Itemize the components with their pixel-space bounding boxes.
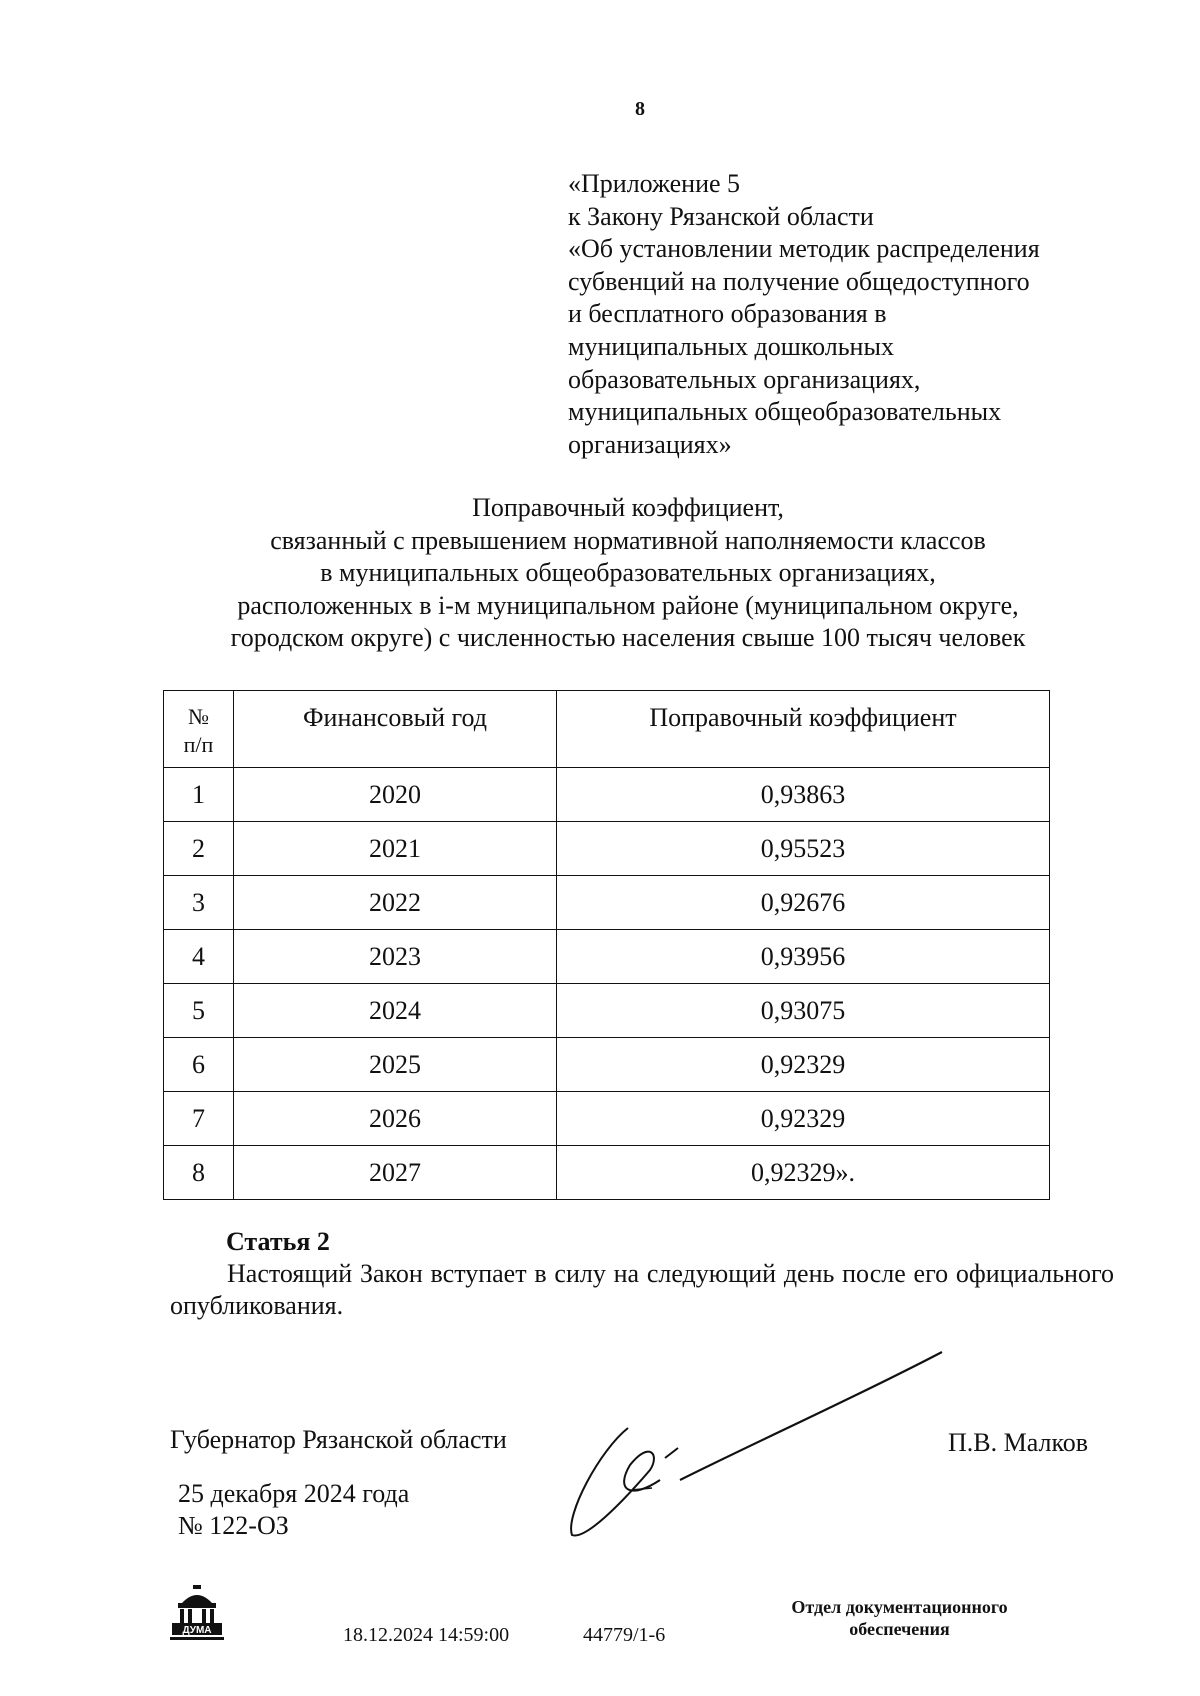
appendix-line: и бесплатного образования в (568, 299, 887, 329)
cell-coef: 0,95523 (557, 822, 1050, 876)
law-date: 25 декабря 2024 года (178, 1479, 410, 1508)
seal-text: ДУМА (182, 1625, 212, 1636)
table-row (164, 822, 1050, 876)
cell-year: 2023 (234, 930, 557, 984)
title-line: в муниципальных общеобразовательных организациях, (320, 558, 936, 587)
table-header-row (164, 691, 1050, 768)
table-row (164, 1146, 1050, 1200)
cell-year: 2024 (234, 984, 557, 1038)
table-row (164, 984, 1050, 1038)
article-title: Статья 2 (226, 1227, 330, 1256)
law-number: № 122-ОЗ (178, 1511, 289, 1540)
table-row (164, 1092, 1050, 1146)
cell-coef: 0,93956 (557, 930, 1050, 984)
cell-num: 5 (164, 984, 234, 1038)
appendix-header (568, 168, 1128, 461)
title-line: расположенных в i-м муниципальном районе (муниципальном округе, (237, 590, 1019, 620)
department-line: Отдел документационного (791, 1597, 1008, 1617)
department-line: обеспечения (849, 1619, 950, 1639)
cell-coef: 0,93863 (557, 768, 1050, 822)
header-num (164, 691, 234, 768)
cell-coef: 0,92329 (557, 1038, 1050, 1092)
appendix-line: «Приложение 5 (568, 169, 741, 198)
appendix-line: «Об установлении методик распределения (568, 234, 1040, 264)
department-stamp (757, 1596, 1042, 1640)
header-coef: Поправочный коэффициент (557, 691, 1050, 768)
cell-year: 2020 (234, 768, 557, 822)
appendix-line: муниципальных дошкольных (568, 331, 894, 361)
article-text: Настоящий Закон вступает в силу на следующий день после его официального опубликования. (170, 1259, 1114, 1320)
cell-num: 2 (164, 822, 234, 876)
title-line: Поправочный коэффициент, (472, 493, 784, 522)
table-row (164, 768, 1050, 822)
appendix-line: к Закону Рязанской области (568, 201, 874, 231)
title-line: связанный с превышением нормативной наполняемости классов (270, 525, 986, 555)
appendix-line: образовательных организациях, (568, 364, 921, 394)
cell-num: 4 (164, 930, 234, 984)
title-line: городском округе) с численностью населения свыше 100 тысяч человек (230, 623, 1026, 652)
cell-num: 1 (164, 768, 234, 822)
header-num-line2: п/п (183, 732, 214, 757)
table-row (164, 930, 1050, 984)
cell-year: 2027 (234, 1146, 557, 1200)
appendix-line: организациях» (568, 429, 732, 459)
registration-number: 44779/1-6 (583, 1624, 666, 1646)
cell-year: 2025 (234, 1038, 557, 1092)
cell-num: 8 (164, 1146, 234, 1200)
duma-seal-icon (168, 1583, 226, 1643)
cell-coef: 0,92329». (557, 1146, 1050, 1200)
governor-name: П.В. Малков (948, 1428, 1089, 1457)
table-row (164, 1038, 1050, 1092)
cell-year: 2026 (234, 1092, 557, 1146)
cell-year: 2021 (234, 822, 557, 876)
handwritten-signature (560, 1340, 950, 1560)
cell-num: 6 (164, 1038, 234, 1092)
cell-num: 7 (164, 1092, 234, 1146)
header-num-line1: № (188, 704, 209, 729)
governor-position: Губернатор Рязанской области (170, 1425, 507, 1454)
page-number: 8 (635, 98, 645, 120)
coefficient-table (163, 690, 1050, 1200)
header-year: Финансовый год (234, 691, 557, 768)
cell-coef: 0,92329 (557, 1092, 1050, 1146)
appendix-line: субвенций на получение общедоступного (568, 266, 1030, 296)
cell-num: 3 (164, 876, 234, 930)
table-row (164, 876, 1050, 930)
appendix-line: муниципальных общеобразовательных (568, 397, 1002, 427)
cell-year: 2022 (234, 876, 557, 930)
cell-coef: 0,93075 (557, 984, 1050, 1038)
stamp-datetime: 18.12.2024 14:59:00 (343, 1624, 510, 1646)
document-title (0, 492, 1200, 655)
cell-coef: 0,92676 (557, 876, 1050, 930)
